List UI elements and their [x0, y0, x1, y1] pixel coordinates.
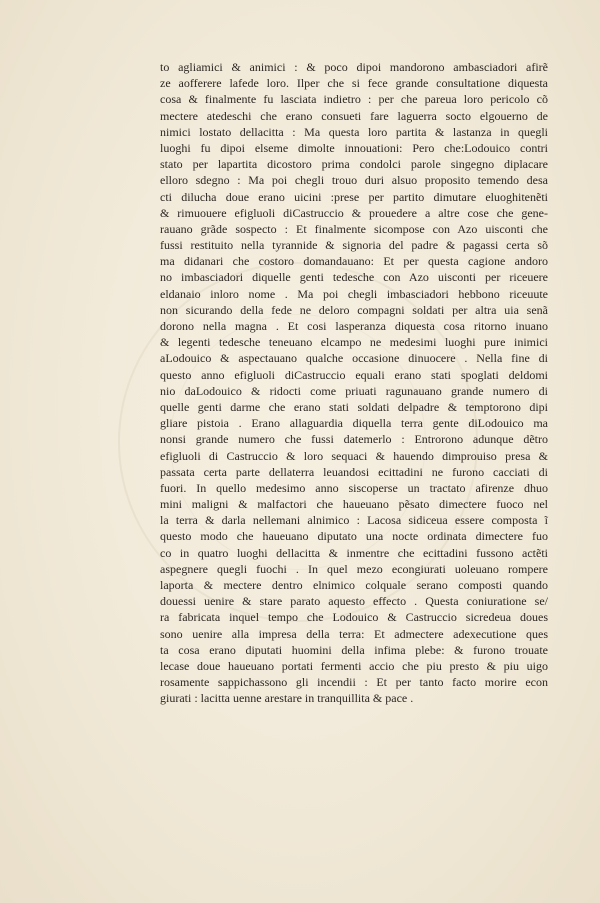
- text-line: co in quatro luoghi dellacitta & inmentre che ecittadini fussono actẽti: [160, 545, 548, 560]
- text-line: ta cosa erano diputati huomini della infima plebe: & furono trouate: [160, 642, 548, 657]
- text-line: non sicurando della fede ne deloro compagni soldati per altra uia senã: [160, 302, 548, 317]
- text-line: quelle genti darme che erano stati soldati delpadre & temptorono dipi: [160, 399, 548, 414]
- text-line: to agliamici & animici : & poco dipoi mandorono ambasciadori afirẽ: [160, 60, 548, 74]
- text-line: fussi restituito nella tyrannide & signoria del padre & pagassi certa sõ: [160, 238, 548, 253]
- text-line: ma didanari che costoro domandauano: Et per questa cagione andoro: [160, 254, 548, 269]
- text-line: nimici lostato dellacitta : Ma questa loro partita & lastanza in quegli: [160, 124, 548, 139]
- text-line: stato per lapartita dicostoro prima condolci parole singegno diplacare: [160, 157, 548, 172]
- text-line: giurati : lacitta uenne arestare in tranquillita & pace .: [160, 691, 414, 706]
- text-block: [160, 59, 548, 707]
- text-line: rauano grãde sospecto : Et finalmente sicompose con Azo uisconti che: [160, 221, 548, 236]
- text-line: & rimuouere efigluoli diCastruccio & prouedere a altre cose che gene-: [160, 205, 548, 220]
- text-line: laporta & mectere dentro elnimico colquale serano composti quando: [160, 578, 548, 592]
- text-line: aLodouico & aspectauano qualche occasione dinuocere . Nella fine di: [160, 351, 548, 366]
- text-line: douessi uenire & stare parato aquesto effecto . Questa coniuratione se/: [160, 594, 548, 609]
- text-line: mectere atedeschi che erano consueti fare laguerra socto elgouerno de: [160, 108, 548, 123]
- text-line: questo anno efigluoli diCastruccio equali erano stati spoglati deldomi: [160, 367, 548, 382]
- text-line: nio daLodouico & ridocti come priuati ragunauano grande numero di: [160, 383, 548, 398]
- text-line: aspegnere quegli fuochi . In quel mezo econgiurati uoleuano rompere: [160, 561, 548, 576]
- text-line: elloro sdegno : Ma poi chegli trouo duri alsuo proposito temendo desa: [160, 173, 548, 188]
- text-line: sono uenire alla impresa della terra: Et admectere adexecutione ques: [160, 626, 548, 641]
- text-line: mini maligni & malfactori che haueuano pẽsato dimectere fuoco nel: [160, 497, 548, 512]
- text-line: fuori. In quello medesimo anno siscoperse un tractato afirenze dhuo: [160, 480, 548, 495]
- text-line: & legenti tedesche teneuano elcampo ne medesimi luoghi pure inimici: [160, 335, 548, 350]
- text-line: passata certa parte dellaterra leuandosi ecittadini ne furono cacciati di: [160, 464, 548, 479]
- text-line: questo modo che haueuano diputato una nocte ordinata dimectere fuo: [160, 529, 548, 544]
- text-line: ze aofferere lafede loro. Ilper che si fece grande consultatione diquesta: [160, 76, 548, 91]
- text-line: eldanaio inloro nome . Ma poi chegli imbasciadori hebbono riceuute: [160, 286, 548, 301]
- text-line: cti dilucha doue erano uicini :prese per partito dimutare eluoghitenẽti: [160, 189, 548, 204]
- text-line: efigluoli di Castruccio & loro sequaci & hauendo dimprouiso presa &: [160, 448, 548, 463]
- text-line: no imbasciadori diquelle genti tedesche con Azo uisconti per riceuere: [160, 270, 548, 285]
- text-line: nonsi grande numero che fussi datemerlo : Entrorono adunque dẽtro: [160, 432, 548, 447]
- text-line: gliare pistoia . Erano allaguardia diquella terra gente diLodouico ma: [160, 416, 548, 431]
- text-line: luoghi fu dipoi elseme dimolte innouationi: Pero che:Lodouico contri: [160, 140, 548, 155]
- text-line: dorono nella magna . Et cosi lasperanza diquesta cosa ritorno inuano: [160, 319, 548, 333]
- text-line: lecase doue haueuano portati fermenti accio che piu presto & piu uigo: [160, 658, 548, 673]
- text-line: cosa & finalmente fu lasciata indietro : per che pareua loro pericolo cõ: [160, 92, 548, 107]
- text-line: la terra & darla nellemani alnimico : Lacosa sidiceua essere composta ĩ: [160, 513, 548, 528]
- text-line: rosamente sappichassono gli incendii : Et per tanto facto morire econ: [160, 675, 548, 690]
- text-line: ra fabricata inquel tempo che Lodouico & Castruccio sicredeua doues: [160, 610, 548, 625]
